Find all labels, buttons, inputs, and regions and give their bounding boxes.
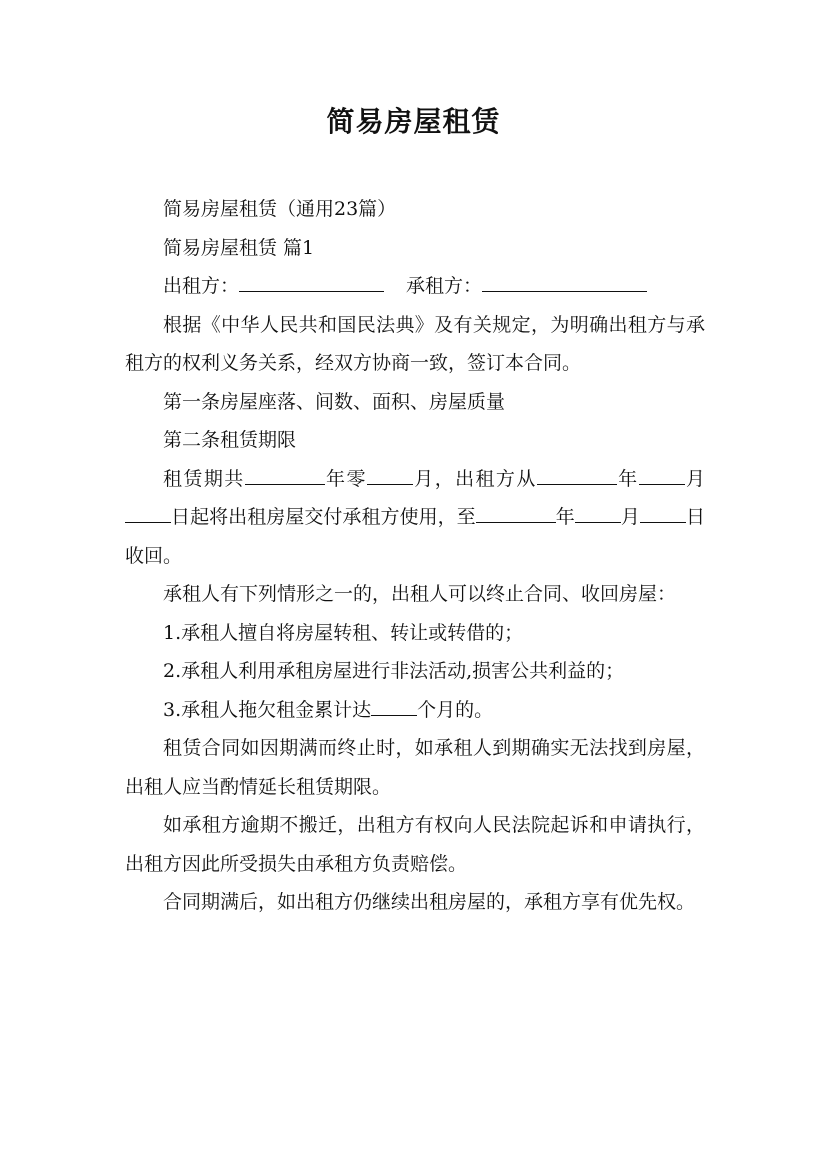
term-text: 租赁期共 [163, 467, 245, 490]
end-day-blank [640, 503, 686, 523]
parties-line [125, 267, 705, 306]
document-body [125, 190, 705, 922]
start-month-blank [639, 465, 685, 485]
article-one-heading: 第一条房屋座落、间数、面积、房屋质量 [163, 390, 506, 413]
lessor-label: 出租方： [163, 275, 240, 297]
lessee-blank [482, 272, 647, 292]
subtitle-line: 简易房屋租赁（通用23篇） [163, 198, 397, 220]
end-year-blank [476, 503, 556, 523]
document-title: 简易房屋租赁 [326, 105, 501, 138]
section-heading: 简易房屋租赁 篇1 [163, 236, 315, 259]
term-text: 月，出租方从 [412, 467, 537, 490]
arrears-months-blank [371, 696, 417, 716]
lessor-blank [239, 272, 384, 292]
lease-term-paragraph [125, 460, 705, 576]
term-months-blank [367, 465, 413, 485]
item-3-text: 3.承租人拖欠租金累计达 [163, 698, 372, 721]
termination-item-3 [125, 691, 705, 730]
extension-paragraph: 租赁合同如因期满而终止时，如承租人到期确实无法找到房屋，出租人应当酌情延长租赁期限。 [125, 737, 705, 798]
lessee-label: 承租方： [406, 275, 483, 297]
term-text: 月 [684, 467, 705, 490]
preamble-paragraph: 根据《中华人民共和国民法典》及有关规定，为明确出租方与承租方的权利义务关系，经双方协商一致，签订本合同。 [125, 313, 705, 374]
term-years-blank [245, 465, 325, 485]
term-text: 月 [620, 506, 640, 528]
term-text: 日起将出租房屋交付承租方使用，至 [171, 506, 476, 528]
start-year-blank [537, 465, 617, 485]
termination-item-1: 1.承租人擅自将房屋转租、转让或转借的； [163, 621, 524, 644]
termination-paragraph: 承租人有下列情形之一的，出租人可以终止合同、收回房屋： [163, 583, 677, 605]
term-text: 年 [616, 467, 639, 490]
term-text: 年 [555, 506, 575, 528]
end-month-blank [575, 503, 621, 523]
start-day-blank [125, 503, 171, 523]
priority-paragraph: 合同期满后，如出租方仍继续出租房屋的，承租方享有优先权。 [163, 891, 696, 913]
eviction-paragraph: 如承租方逾期不搬迁，出租方有权向人民法院起诉和申请执行，出租方因此所受损失由承租方负责赔偿。 [125, 814, 705, 875]
term-text: 日收回。 [125, 506, 705, 567]
term-text: 年零 [324, 467, 367, 490]
article-two-heading: 第二条租赁期限 [163, 429, 297, 451]
termination-item-2: 2.承租人利用承租房屋进行非法活动,损害公共利益的； [163, 660, 625, 682]
item-3-text-end: 个月的。 [417, 698, 494, 721]
